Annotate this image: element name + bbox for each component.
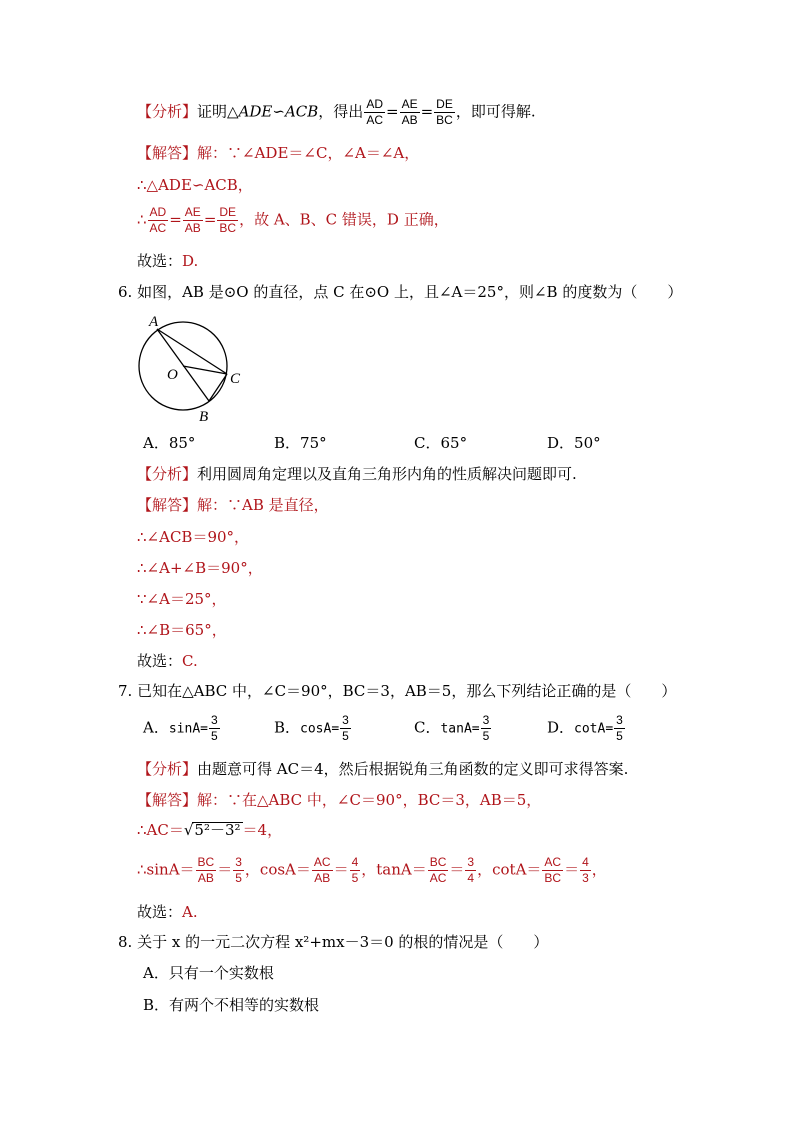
- num: 4: [580, 856, 591, 871]
- text: ，得出: [318, 102, 364, 121]
- num: AD: [148, 206, 169, 221]
- q6-option-b[interactable]: B．75°: [274, 434, 327, 452]
- q7-analysis: [137, 762, 628, 777]
- q7-option-d[interactable]: [547, 714, 626, 743]
- q6-answer-4: ∵∠A＝25°，: [137, 590, 227, 608]
- fn: cotA=: [574, 721, 614, 737]
- label: B．: [274, 718, 301, 737]
- den: AB: [401, 113, 418, 128]
- num: 3: [340, 714, 351, 729]
- fraction: [481, 714, 492, 743]
- fraction: [350, 856, 361, 885]
- text: ，: [591, 860, 607, 879]
- den: 5: [342, 729, 349, 744]
- fraction: [312, 856, 333, 885]
- q7-option-b[interactable]: [274, 714, 352, 743]
- q6-choose: [137, 654, 198, 669]
- fraction: [614, 714, 625, 743]
- radicand: 5²－3²: [194, 821, 241, 839]
- text: ∴AC＝: [137, 821, 184, 839]
- den: 5: [616, 729, 623, 744]
- num: DE: [217, 206, 238, 221]
- num: 3: [465, 856, 476, 871]
- label-c: C: [230, 371, 241, 387]
- num: AE: [400, 98, 420, 113]
- label-b: B: [199, 409, 209, 424]
- q6-answer-2: ∴∠ACB＝90°，: [137, 528, 250, 546]
- fraction: [580, 856, 591, 885]
- analysis-tag: 【分析】: [137, 465, 198, 483]
- q8-stem: 8. 关于 x 的一元二次方程 x²+mx－3＝0 的根的情况是（ ）: [118, 933, 549, 951]
- circle-diagram: [135, 312, 255, 424]
- answer-5-line1: [137, 146, 419, 161]
- den: BC: [436, 113, 453, 128]
- den: 3: [582, 871, 589, 886]
- num: BC: [196, 856, 217, 871]
- q7-option-a[interactable]: [143, 714, 221, 743]
- choice: C.: [182, 652, 198, 670]
- text: ，即可得解.: [455, 102, 536, 121]
- den: BC: [544, 871, 562, 886]
- q6-option-c[interactable]: C．65°: [414, 434, 468, 452]
- num: 3: [614, 714, 625, 729]
- text: 解：∵在△ABC 中，∠C＝90°，BC＝3，AB＝5，: [197, 791, 542, 809]
- num: 3: [233, 856, 244, 871]
- den: AC: [366, 113, 383, 128]
- answer-5-line3: ∴ $\frac{AD}{AC}$ = $\frac{AE}{AB}$ = $\frac{DE}{BC}$ ，故 A、B、C 错误，D 正确，: [137, 205, 449, 236]
- label: A．: [143, 718, 169, 737]
- text: 故选：: [137, 652, 183, 670]
- fraction: [400, 98, 420, 127]
- fn: sinA=: [168, 721, 208, 737]
- num: BC: [428, 856, 449, 871]
- fraction: [209, 714, 220, 743]
- num: 3: [209, 714, 220, 729]
- text: ，cotA＝: [477, 860, 542, 879]
- den: AB: [197, 871, 214, 886]
- fn: cosA=: [300, 721, 340, 737]
- fraction: [465, 856, 476, 885]
- text: ，tanA＝: [361, 860, 427, 879]
- text: 故选：: [137, 252, 183, 270]
- den: BC: [219, 221, 237, 236]
- fraction: [148, 206, 169, 235]
- den: AB: [314, 871, 331, 886]
- fn: tanA=: [440, 721, 480, 737]
- fraction: [340, 714, 351, 743]
- den: 4: [467, 871, 475, 886]
- label-a: A: [149, 314, 159, 330]
- q7-answer-ratios: ∴sinA＝ $\frac{BC}{AB}$ ＝ $\frac{3}{5}$ ，cosA＝ $\frac{AC}{AB}$ ＝ $\frac{4}{5}$ ，tanA＝ $\frac{BC}{AC}$ ＝ $\frac{3}{4}$ ，cotA＝ $\frac{AC}{BC}$ ＝ $\frac{4}{3}$ ，: [137, 855, 607, 886]
- q6-answer-3: ∴∠A+∠B＝90°，: [137, 559, 263, 577]
- fraction: [364, 98, 385, 127]
- num: 3: [481, 714, 492, 729]
- label: D．: [547, 718, 575, 737]
- text: 故选：: [137, 903, 183, 921]
- num: DE: [434, 98, 455, 113]
- fraction: [428, 856, 449, 885]
- q7-stem: 7. 已知在△ABC 中，∠C＝90°，BC＝3，AB＝5，那么下列结论正确的是（ ）: [118, 682, 677, 700]
- num: 4: [350, 856, 361, 871]
- den: 5: [482, 729, 490, 744]
- den: 5: [235, 871, 242, 886]
- den: AB: [184, 221, 201, 236]
- text: ADE: [238, 102, 273, 121]
- q7-answer-ac: [137, 822, 282, 838]
- num: AC: [542, 856, 563, 871]
- q6-analysis: [137, 467, 577, 482]
- text: ∴sinA＝: [137, 860, 195, 879]
- q6-answer-1: [137, 498, 329, 513]
- q7-choose: [137, 905, 198, 920]
- fraction: [434, 98, 455, 127]
- text: ＝4，: [242, 821, 283, 839]
- analysis-tag: 【分析】: [137, 102, 198, 121]
- text: ACB: [284, 102, 319, 121]
- fraction: [217, 206, 238, 235]
- den: AC: [429, 871, 447, 886]
- answer-5-line2: ∴△ADE∽ACB，: [137, 176, 253, 194]
- diameter-ab: [157, 329, 209, 401]
- q6-option-d[interactable]: D．50°: [547, 434, 601, 452]
- fraction: [233, 856, 244, 885]
- text: ，cosA＝: [244, 860, 311, 879]
- analysis-5: 【分析】证明△ADE∽ACB，得出 $\frac{AD}{AC}$ = $\frac{AE}{AB}$ = $\frac{DE}{BC}$ ，即可得解.: [137, 97, 536, 128]
- q8-option-b[interactable]: B．有两个不相等的实数根: [143, 996, 320, 1014]
- den: AC: [149, 221, 167, 236]
- q6-answer-5: ∴∠B＝65°，: [137, 621, 227, 639]
- fraction: [542, 856, 563, 885]
- num: AD: [364, 98, 385, 113]
- answer-tag: 【解答】: [137, 791, 198, 809]
- text: ，故 A、B、C 错误，D 正确，: [239, 210, 449, 229]
- den: 5: [210, 729, 218, 744]
- q7-answer-1: [137, 793, 541, 808]
- text: 解：∵AB 是直径，: [197, 496, 329, 514]
- fraction: [196, 856, 217, 885]
- choice: A.: [182, 903, 198, 921]
- num: AC: [312, 856, 333, 871]
- answer-5-choose: [137, 254, 198, 269]
- q6-option-a[interactable]: A．85°: [143, 434, 196, 452]
- label-o: O: [167, 367, 178, 383]
- text: 证明△: [197, 102, 239, 121]
- text: 由题意可得 AC＝4，然后根据锐角三角函数的定义即可求得答案.: [197, 760, 629, 778]
- q6-stem: 6. 如图，AB 是⊙O 的直径，点 C 在⊙O 上，且∠A＝25°，则∠B 的度数为（ ）: [118, 283, 683, 301]
- text: ∽: [272, 102, 285, 121]
- den: 5: [351, 871, 359, 886]
- choice: D.: [182, 252, 199, 270]
- num: AE: [183, 206, 203, 221]
- answer-tag: 【解答】: [137, 496, 198, 514]
- answer-tag: 【解答】: [137, 144, 198, 162]
- sqrt-sign: √: [183, 821, 194, 839]
- label: C．: [414, 718, 441, 737]
- q8-option-a[interactable]: A．只有一个实数根: [143, 964, 274, 982]
- q7-option-c[interactable]: [414, 714, 492, 743]
- text: 解：∵∠ADE＝∠C，∠A＝∠A，: [197, 144, 420, 162]
- fraction: [183, 206, 203, 235]
- chord-bc: [209, 374, 227, 401]
- text: 利用圆周角定理以及直角三角形内角的性质解决问题即可.: [197, 465, 577, 483]
- analysis-tag: 【分析】: [137, 760, 198, 778]
